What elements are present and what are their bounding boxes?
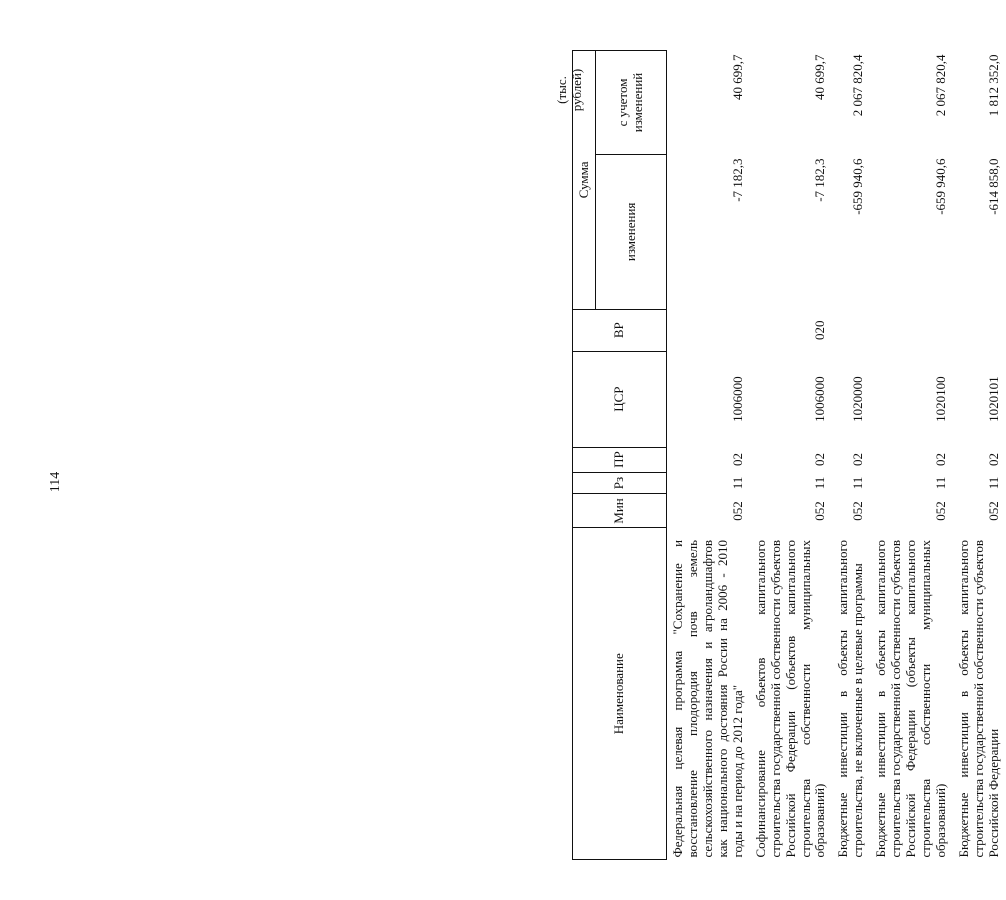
row-pr: 02 [729, 453, 745, 467]
row-vr [667, 309, 750, 351]
row-changes: -7 182,3 [812, 158, 828, 202]
row-rz: 11 [850, 476, 866, 490]
row-changes: -659 940,6 [850, 158, 866, 215]
row-rz: 11 [985, 476, 1001, 490]
row-min: 052 [933, 501, 948, 521]
row-name: Федеральная целевая программа "Сохранение и восстановление плодородия почв земель сельскохозяйственного назначения и агроландшафтов как национального достояния России на 2006 - 2010 годы и на период до 2012 года" [670, 539, 745, 858]
row-changes: -659 940,6 [933, 158, 948, 215]
row-name: Бюджетные инвестиции в объекты капитального строительства, не включенные в целевые программы [835, 539, 866, 858]
page-number: 114 [48, 471, 63, 493]
row-csr: 1020100 [933, 376, 948, 422]
row-csr: 1006000 [812, 376, 828, 422]
row-csr: 1020000 [850, 376, 866, 422]
col-header-csr: ЦСР [573, 351, 667, 447]
row-pr: 02 [985, 453, 1001, 467]
budget-sheet [550, 50, 1001, 860]
row-total: 40 699,7 [812, 54, 828, 100]
col-header-pr: ПР [573, 447, 667, 472]
table-row [832, 51, 870, 860]
col-header-name: Наименование [573, 528, 667, 860]
row-min: 052 [850, 501, 866, 521]
row-vr [832, 309, 870, 351]
row-vr: 020 [812, 320, 828, 340]
row-csr: 1020101 [985, 376, 1001, 422]
units-label: (тыс. рублей) [554, 68, 584, 112]
col-header-min: Мин [573, 494, 667, 528]
table-row [750, 51, 833, 860]
row-vr [870, 309, 953, 351]
row-pr: 02 [850, 453, 866, 467]
row-vr [953, 309, 1006, 351]
col-header-summa: Сумма [573, 51, 596, 310]
col-header-vr: ВР [573, 309, 667, 351]
row-total: 2 067 820,4 [850, 54, 866, 117]
row-name: Бюджетные инвестиции в объекты капитального строительства государственной собственности субъектов Российской Федерации [955, 539, 1001, 858]
row-total: 2 067 820,4 [933, 54, 948, 117]
table-row [953, 51, 1006, 860]
row-min: 052 [729, 501, 745, 521]
col-header-changes: изменения [596, 154, 667, 309]
row-pr: 02 [933, 453, 948, 467]
row-changes: -7 182,3 [729, 158, 745, 202]
row-min: 052 [985, 501, 1001, 521]
row-total: 1 812 352,0 [985, 54, 1001, 117]
row-name: Бюджетные инвестиции в объекты капитального строительства государственной собственности субъектов Российской Федерации (объекты капитального строительства собственности муниципальных образований) [873, 539, 948, 858]
table-row [870, 51, 953, 860]
col-header-with-changes: с учетом изменений [596, 51, 667, 155]
col-header-rz: Рз [573, 472, 667, 494]
row-csr: 1006000 [729, 376, 745, 422]
row-rz: 11 [729, 476, 745, 490]
row-total: 40 699,7 [729, 54, 745, 100]
row-pr: 02 [812, 453, 828, 467]
row-rz: 11 [812, 476, 828, 490]
row-min: 052 [812, 501, 828, 521]
row-rz: 11 [933, 476, 948, 490]
budget-table [572, 50, 1006, 860]
row-name: Софинансирование объектов капитального строительства государственной собственности субъектов Российской Федерации (объектов капитального строительства собственности муниципальных образований) [752, 539, 828, 858]
table-row [667, 51, 750, 860]
row-changes: -614 858,0 [985, 158, 1001, 215]
